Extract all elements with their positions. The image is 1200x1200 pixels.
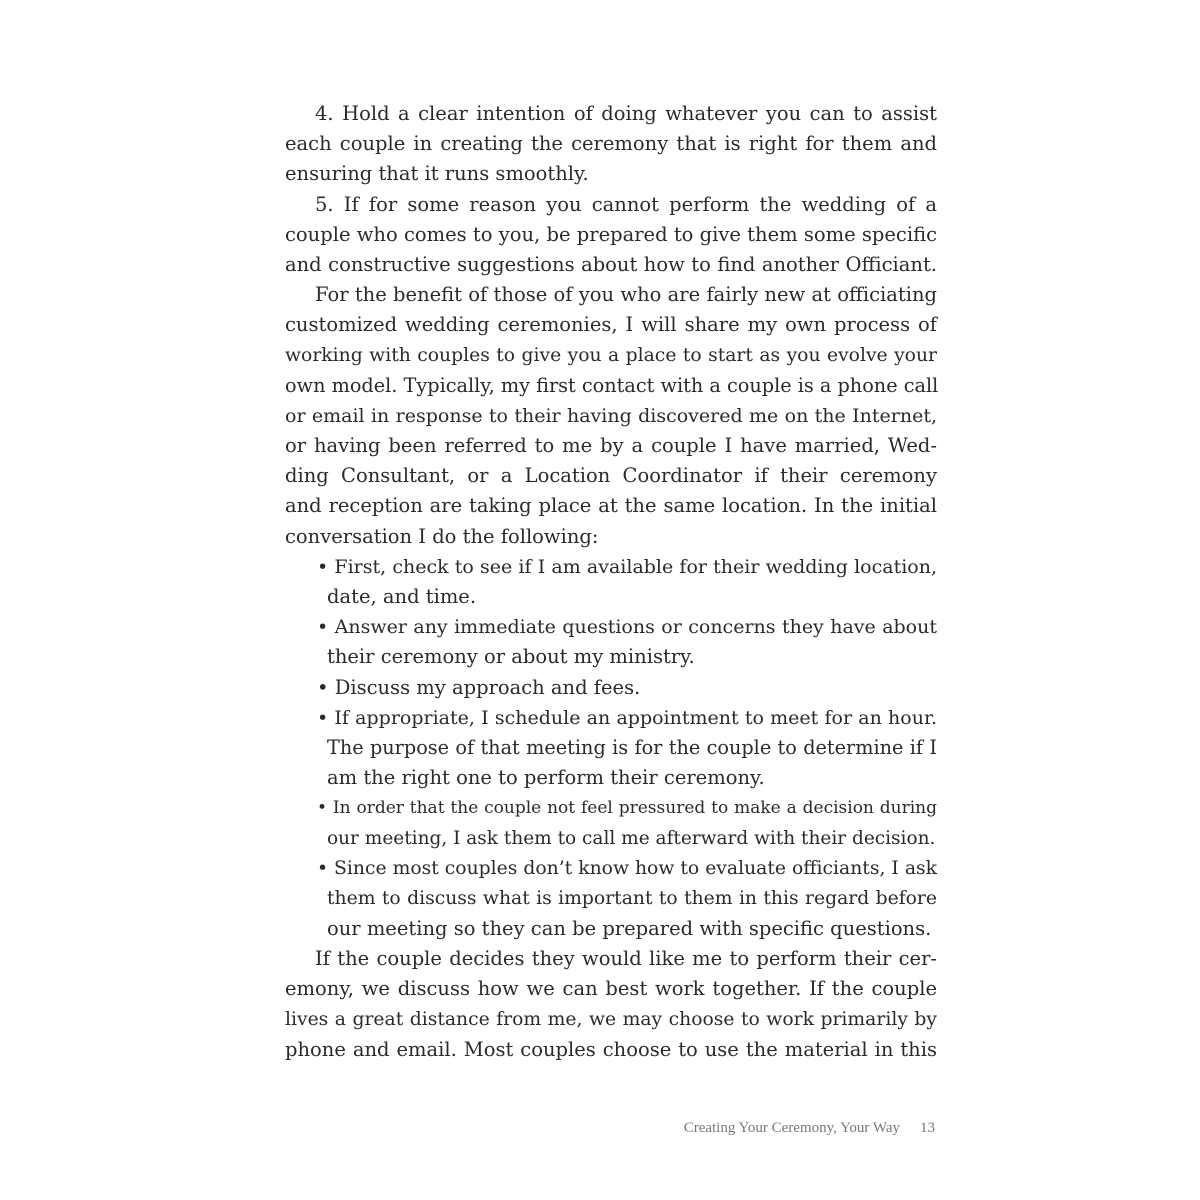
- text-line: and constructive suggestions about how to find another Officiant.: [285, 252, 937, 276]
- bullet-line: our meeting, I ask them to call me afterward with their decision.: [327, 827, 936, 849]
- text-line: or email in response to their having discovered me on the Internet,: [285, 404, 937, 427]
- text-line: each couple in creating the ceremony that is right for them and: [285, 132, 937, 156]
- bullet-line: • Answer any immediate questions or concerns they have about: [317, 616, 937, 639]
- bullet-line: their ceremony or about my ministry.: [327, 645, 695, 669]
- bullet-line: The purpose of that meeting is for the couple to determine if I: [327, 735, 937, 759]
- text-line: phone and email. Most couples choose to use the material in this: [285, 1037, 937, 1061]
- bullet-line: • If appropriate, I schedule an appointment to meet for an hour.: [317, 706, 937, 729]
- text-line: customized wedding ceremonies, I will share my own process of: [285, 313, 937, 337]
- page-footer: [684, 1120, 935, 1137]
- text-line: conversation I do the following:: [285, 524, 599, 548]
- running-title: Creating Your Ceremony, Your Way: [683, 1120, 900, 1136]
- text-line: working with couples to give you a place to start as you evolve your: [285, 344, 937, 366]
- bullet-line: • First, check to see if I am available for their wedding location,: [317, 555, 937, 578]
- page-number: 13: [920, 1120, 935, 1136]
- bullet-line: them to discuss what is important to them in this regard before: [327, 887, 937, 909]
- bullet-line: am the right one to perform their ceremony.: [327, 766, 765, 790]
- text-line: For the benefit of those of you who are fairly new at officiating: [315, 283, 937, 307]
- text-line: or having been referred to me by a couple I have married, Wed-: [285, 434, 937, 458]
- bullet-line: • Since most couples don’t know how to evaluate officiants, I ask: [317, 857, 937, 879]
- bullet-line: • Discuss my approach and fees.: [317, 675, 641, 699]
- text-line: couple who comes to you, be prepared to give them some specific: [285, 222, 937, 246]
- text-line: 4. Hold a clear intention of doing whatever you can to assist: [315, 102, 937, 125]
- text-line: ensuring that it runs smoothly.: [285, 162, 589, 186]
- bullet-line: • In order that the couple not feel pressured to make a decision during: [317, 798, 937, 819]
- text-line: emony, we discuss how we can best work together. If the couple: [285, 977, 937, 1001]
- text-line: ding Consultant, or a Location Coordinator if their ceremony: [285, 464, 937, 488]
- text-line: own model. Typically, my first contact with a couple is a phone call: [285, 373, 939, 397]
- bullet-line: our meeting so they can be prepared with specific questions.: [327, 917, 932, 941]
- text-line: lives a great distance from me, we may choose to work primarily by: [285, 1008, 937, 1030]
- bullet-line: date, and time.: [327, 585, 477, 608]
- body-text: [285, 99, 937, 1065]
- text-line: 5. If for some reason you cannot perform the wedding of a: [315, 192, 937, 216]
- text-line: and reception are taking place at the same location. In the initial: [285, 494, 937, 518]
- text-line: If the couple decides they would like me to perform their cer-: [315, 947, 937, 971]
